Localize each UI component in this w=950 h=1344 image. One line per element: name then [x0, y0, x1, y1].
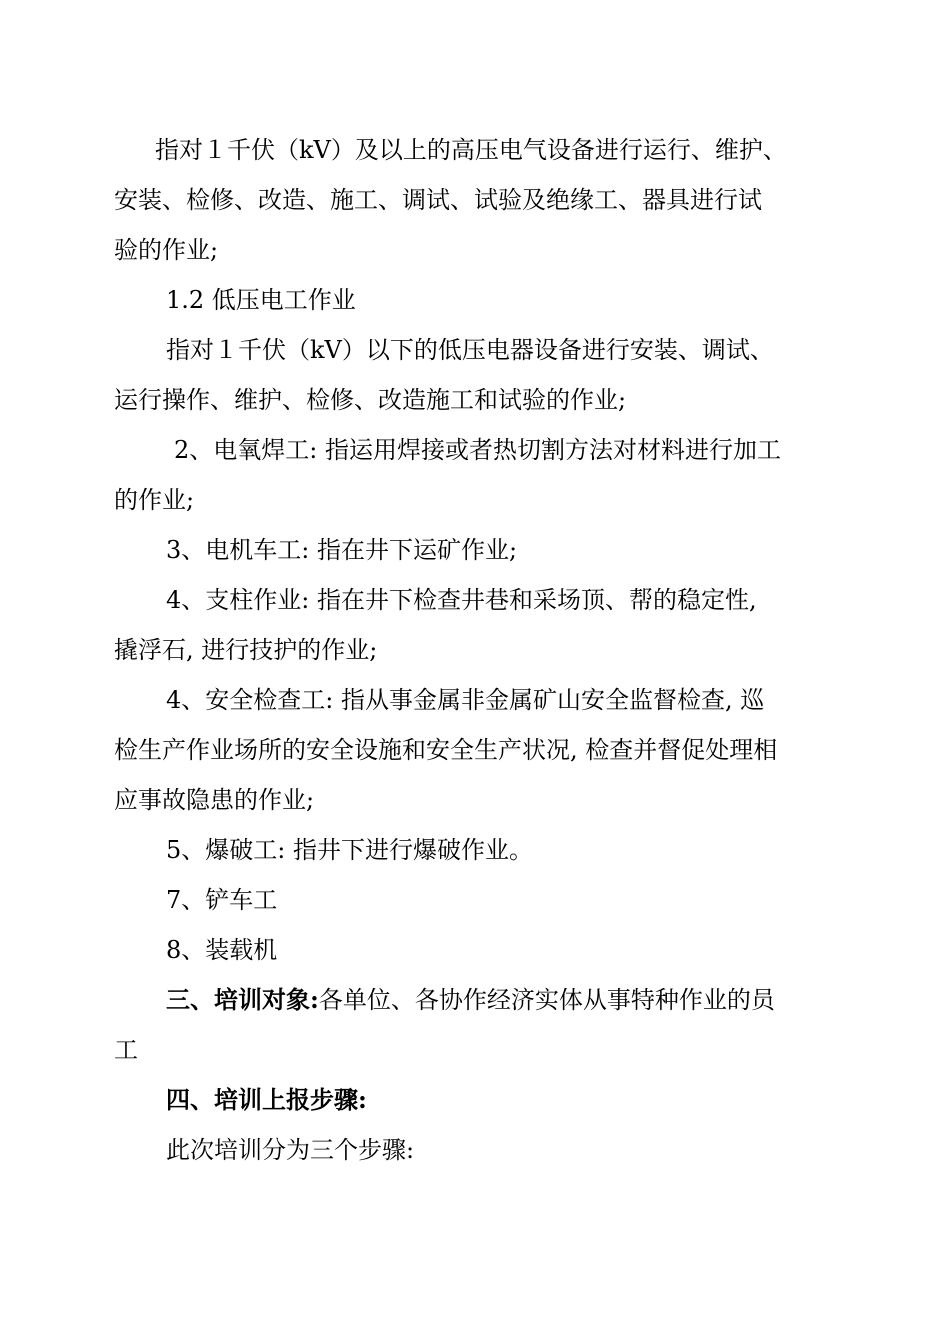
paragraph-line: 运行操作、维护、检修、改造施工和试验的作业; — [114, 386, 627, 414]
section-text: 各单位、各协作经济实体从事特种作业的员 — [318, 986, 775, 1014]
list-item: 2、电氧焊工: 指运用焊接或者热切割方法对材料进行加工 — [174, 436, 781, 464]
paragraph-line: 指对１千伏（kV）及以上的高压电气设备进行运行、维护、 — [155, 136, 787, 164]
paragraph-line: 此次培训分为三个步骤: — [166, 1136, 415, 1164]
paragraph-line: 应事故隐患的作业; — [114, 786, 315, 814]
paragraph-line: 指对１千伏（kV）以下的低压电器设备进行安装、调试、 — [166, 336, 774, 364]
subsection-heading: 1.2 低压电工作业 — [166, 286, 356, 314]
list-item: 5、爆破工: 指井下进行爆破作业。 — [166, 836, 533, 864]
list-item: 8、装载机 — [166, 936, 278, 964]
paragraph-line: 的作业; — [114, 486, 195, 514]
list-item: 4、安全检查工: 指从事金属非金属矿山安全监督检查, 巡 — [166, 686, 765, 714]
list-item: 3、电机车工: 指在井下运矿作业; — [166, 536, 518, 564]
section-heading: 四、培训上报步骤: — [166, 1085, 367, 1114]
paragraph-line: 工 — [114, 1036, 138, 1064]
paragraph-line: 撬浮石, 进行技护的作业; — [114, 636, 378, 664]
section-heading: 三、培训对象: — [166, 985, 319, 1014]
list-item: 7、铲车工 — [166, 886, 278, 914]
section-heading-line — [166, 985, 950, 1015]
paragraph-line: 检生产作业场所的安全设施和安全生产状况, 检查并督促处理相 — [114, 736, 778, 764]
paragraph-line: 安装、检修、改造、施工、调试、试验及绝缘工、器具进行试 — [114, 186, 762, 214]
paragraph-line: 验的作业; — [114, 236, 219, 264]
list-item: 4、支柱作业: 指在井下检查井巷和采场顶、帮的稳定性, — [166, 586, 757, 614]
